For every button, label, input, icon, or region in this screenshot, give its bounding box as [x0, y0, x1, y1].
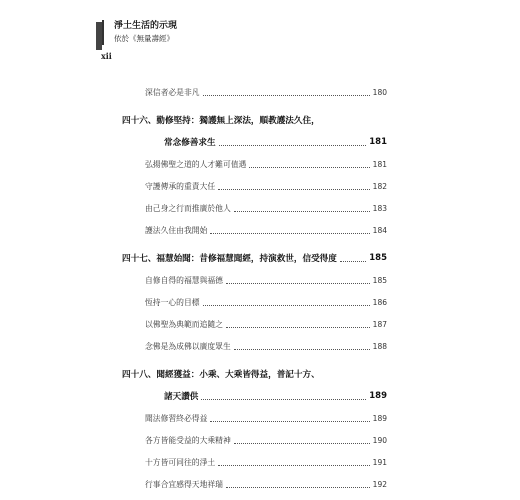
dot-leader: [203, 304, 370, 306]
toc-entry-title: 以佛聖為典範而追隨之: [145, 319, 223, 329]
toc-page-number: 189: [369, 391, 387, 401]
toc-entry-title: 常念修善求生: [164, 138, 216, 148]
dot-leader: [234, 348, 370, 350]
toc-subentry[interactable]: [122, 291, 387, 313]
toc-chapter[interactable]: [122, 109, 387, 131]
toc-page-number: 184: [372, 225, 387, 235]
toc-page-number: 188: [372, 341, 387, 351]
dot-leader: [203, 94, 370, 96]
toc-entry-title: 諸天讚供: [164, 392, 199, 402]
toc-entry-title: 恆持一心的目標: [145, 297, 200, 307]
dot-leader: [234, 210, 370, 212]
toc-page-number: 182: [372, 181, 387, 191]
toc-page-number: 192: [372, 479, 387, 489]
toc-entry-title: 十方皆可同往的淨土: [145, 457, 216, 467]
toc-page-number: 181: [372, 159, 387, 169]
toc-entry-title: 各方皆能受益的大乘精神: [145, 435, 231, 445]
toc-subentry[interactable]: [122, 269, 387, 291]
toc-entry-title: 行事合宜感得天地祥瑞: [145, 479, 223, 489]
toc-entry-title: 深信者必是非凡: [145, 87, 200, 97]
toc-entry-title: 四十六、勤修堅持：獨護無上深法，順教護法久住，: [122, 116, 320, 126]
dot-leader: [210, 232, 369, 234]
book-title: 淨土生活的示現: [114, 21, 178, 31]
toc-subentry[interactable]: [122, 197, 387, 219]
header-block: [102, 20, 182, 45]
dot-leader: [201, 398, 366, 400]
toc-chapter-continuation[interactable]: [122, 385, 387, 407]
toc-page-number: 181: [369, 137, 387, 147]
toc-page-number: 185: [369, 253, 387, 263]
toc-entry-title: 四十八、聞經獲益：小乘、大乘皆得益，普記十方、: [122, 370, 320, 380]
toc-subentry[interactable]: [122, 407, 387, 429]
toc-chapter[interactable]: [122, 363, 387, 385]
toc-page-number: 189: [372, 413, 387, 423]
dot-leader: [226, 486, 370, 488]
toc-chapter[interactable]: [122, 247, 387, 269]
toc-page-number: 183: [372, 203, 387, 213]
toc-subentry[interactable]: [122, 429, 387, 451]
running-header: [102, 20, 182, 45]
toc-page-number: 180: [372, 87, 387, 97]
dot-leader: [226, 326, 370, 328]
toc-page-number: 191: [372, 457, 387, 467]
dot-leader: [219, 144, 367, 146]
toc-subentry[interactable]: [122, 219, 387, 241]
dot-leader: [210, 420, 369, 422]
toc-subentry[interactable]: [122, 473, 387, 495]
toc-page-number: 186: [372, 297, 387, 307]
toc-entry-title: 弘揚佛聖之道的人才難可值遇: [145, 159, 247, 169]
page-number: xii: [101, 51, 112, 61]
dot-leader: [218, 464, 370, 466]
toc-subentry[interactable]: [122, 153, 387, 175]
toc-subentry[interactable]: [122, 451, 387, 473]
toc-entry-title: 聞法修習終必得益: [145, 413, 208, 423]
toc-entry-title: 念佛是為成佛以廣度眾生: [145, 341, 231, 351]
dot-leader: [340, 260, 366, 262]
dot-leader: [218, 188, 370, 190]
toc-entry-title: 四十七、福慧始聞：昔修福慧聞經，持演救世，信受得度: [122, 254, 337, 264]
toc-entry-title: 守護傳承的重責大任: [145, 181, 216, 191]
toc-chapter-continuation[interactable]: [122, 131, 387, 153]
toc-page-number: 187: [372, 319, 387, 329]
header-marker-bar: [96, 22, 102, 50]
toc-entry-title: 護法久住由我開始: [145, 225, 208, 235]
toc-subentry[interactable]: [122, 175, 387, 197]
toc-subentry[interactable]: [122, 313, 387, 335]
toc-entry-title: 自修自得的福慧與福德: [145, 275, 223, 285]
toc-subentry[interactable]: [122, 81, 387, 103]
toc-entry-title: 由己身之行而推廣於他人: [145, 203, 231, 213]
book-subtitle: 依於《無量壽經》: [114, 34, 174, 43]
toc-page-number: 185: [372, 275, 387, 285]
toc-page-number: 190: [372, 435, 387, 445]
toc-subentry[interactable]: [122, 335, 387, 357]
dot-leader: [234, 442, 370, 444]
dot-leader: [226, 282, 370, 284]
dot-leader: [249, 166, 369, 168]
table-of-contents: [122, 81, 387, 495]
